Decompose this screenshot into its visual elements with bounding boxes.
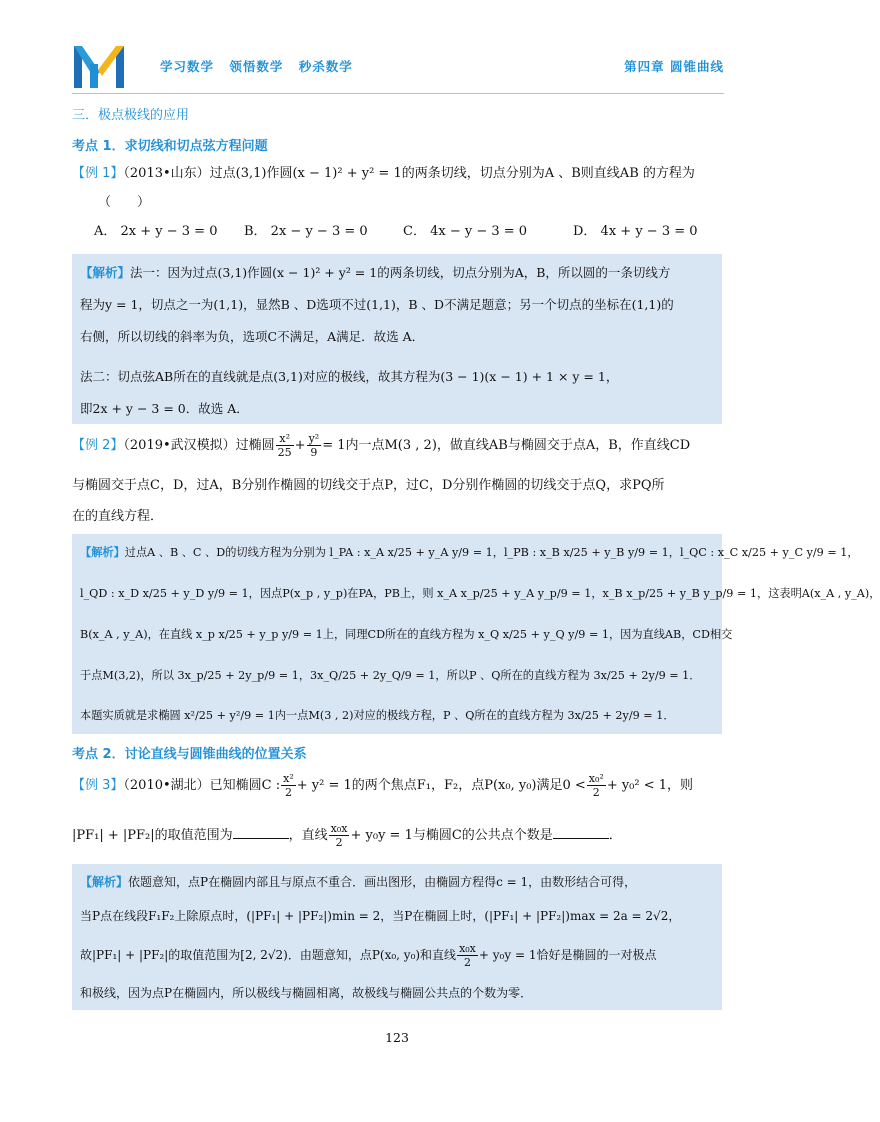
option-d: D． 4x + y − 3 = 0 — [573, 224, 698, 239]
denominator: 25 — [277, 446, 292, 459]
logo-icon — [72, 42, 126, 90]
example-2-tag: 【例 2】 — [72, 438, 124, 453]
solution-3-text-3b: + y₀y = 1恰好是椭圆的一对极点 — [478, 948, 657, 962]
denominator: 2 — [284, 786, 292, 799]
solution-1-line-3: 右侧，所以切线的斜率为负，选项C不满足，A满足．故选 A． — [80, 329, 425, 344]
solution-2-box — [72, 534, 880, 734]
solution-2-line-1 — [80, 544, 859, 560]
solution-1-box — [72, 254, 722, 424]
numerator: y² — [308, 432, 320, 445]
numerator: x₀² — [588, 772, 604, 785]
denominator: 2 — [335, 836, 343, 849]
solution-2-line-5: 本题实质就是求椭圆 x²/25 + y²/9 = 1内一点M(3 , 2)对应的极线方程，P 、Q所在的直线方程为 3x/25 + 2y/9 = 1． — [80, 709, 675, 722]
example-2-line-2: 与椭圆交于点C，D，过A，B分别作椭圆的切线交于点P，过C，D分别作椭圆的切线交于点Q，求PQ所 — [72, 478, 665, 493]
fraction — [457, 942, 478, 969]
example-2-line-3: 在的直线方程． — [72, 509, 164, 524]
example-3-line-2 — [72, 822, 622, 849]
solution-3-line-4: 和极线，因为点P在椭圆内，所以极线与椭圆相离，故极线与椭圆公共点的个数为零． — [80, 986, 533, 1000]
header-slogan: 学习数学 领悟数学 秒杀数学 — [160, 59, 353, 74]
solution-1-tag: 【解析】 — [80, 265, 131, 280]
numerator: x² — [276, 432, 294, 446]
solution-1-line-1 — [80, 263, 670, 281]
denominator: 2 — [592, 786, 600, 799]
example-2-text-b: = 1内一点M(3 , 2)，做直线AB与椭圆交于点A，B，作直线CD — [322, 438, 691, 453]
numerator: x² — [283, 772, 294, 785]
example-3-text-f: + y₀y = 1与椭圆C的公共点个数是 — [350, 828, 553, 843]
solution-3-box — [72, 864, 722, 1010]
page-number: 123 — [385, 1030, 409, 1045]
page-header — [72, 42, 724, 92]
point2-title: 考点 2．讨论直线与圆锥曲线的位置关系 — [72, 747, 307, 762]
example-2-text-a: （2019•武汉模拟）过椭圆 — [123, 438, 275, 453]
denominator: 2 — [463, 956, 471, 969]
solution-3-line-1 — [80, 873, 636, 890]
example-1-line-2: （ ） — [98, 195, 151, 210]
solution-2-line-4: 于点M(3,2)，所以 3x_p/25 + 2y_p/9 = 1，3x_Q/25 + 2y_Q/9 = 1，所以P 、Q所在的直线方程为 3x/25 + 2y/9 = 1． — [80, 669, 701, 682]
answer-blank-2[interactable] — [553, 826, 609, 839]
solution-2-line-3: B(x_A , y_A)，在直线 x_p x/25 + y_p y/9 = 1上，同理CD所在的直线方程为 x_Q x/25 + y_Q y/9 = 1，因为直线AB，CD相交 — [80, 628, 733, 641]
header-chapter: 第四章 圆锥曲线 — [624, 59, 724, 74]
solution-1-line-4: 法二：切点弦AB所在的直线就是点(3,1)对应的极线，故其方程为(3 − 1)(x − 1) + 1 × y = 1， — [80, 369, 619, 384]
point1-title: 考点 1．求切线和切点弦方程问题 — [72, 139, 268, 154]
numerator: x₀x — [330, 822, 348, 835]
example-3-text-a: （2010•湖北）已知椭圆C : — [123, 778, 281, 793]
answer-blank-1[interactable] — [233, 826, 289, 839]
example-3-text-g: ． — [608, 828, 622, 843]
numerator: x₀x — [459, 942, 476, 955]
example-3-text-b: + y² = 1的两个焦点F₁，F₂，点P(x₀, y₀)满足0 < — [296, 778, 586, 793]
example-1-line-1 — [72, 162, 695, 181]
solution-3-text-1: 依题意知，点P在椭圆内部且与原点不重合．画出图形，由椭圆方程得c = 1，由数形结合可得， — [128, 875, 637, 889]
solution-1-text-1: 法一：因为过点(3,1)作圆(x − 1)² + y² = 1的两条切线，切点分别为A，B，所以圆的一条切线方 — [130, 265, 671, 280]
option-c: C． 4x − y − 3 = 0 — [403, 224, 528, 239]
fraction — [329, 822, 350, 849]
fraction — [276, 432, 294, 459]
solution-2-tag: 【解析】 — [80, 546, 125, 559]
solution-2-text-1: 过点A 、B 、C 、D的切线方程为分别为 l_PA : x_A x/25 + y_A y/9 = 1，l_PB : x_B x/25 + y_B y/9 = 1，l_QC : x_C x/25 + y_C y/9 = 1， — [124, 546, 859, 559]
fraction — [307, 432, 322, 459]
solution-1-line-5: 即2x + y − 3 = 0．故选 A． — [80, 401, 249, 416]
example-3-text-e: ，直线 — [288, 828, 328, 843]
denominator: 9 — [310, 446, 318, 459]
solution-3-line-3 — [80, 942, 656, 969]
header-divider — [72, 93, 724, 94]
fraction — [587, 772, 606, 799]
fraction — [281, 772, 296, 799]
solution-1-line-2: 程为y = 1，切点之一为(1,1)，显然B 、D选项不过(1,1)，B 、D不满足题意；另一个切点的坐标在(1,1)的 — [80, 297, 674, 312]
solution-2-line-2: l_QD : x_D x/25 + y_D y/9 = 1，因点P(x_p , y_p)在PA，PB上，则 x_A x_p/25 + y_A y_p/9 = 1，x_B x_p/25 + y_B y_p/9 = 1，这表明A(x_A , y_A)， — [80, 587, 880, 600]
example-3-tag: 【例 3】 — [72, 778, 124, 793]
example-3-line-1 — [72, 772, 693, 799]
option-a: A． 2x + y − 3 = 0 — [94, 224, 218, 239]
section-title: 三．极点极线的应用 — [72, 108, 190, 123]
solution-3-tag: 【解析】 — [80, 875, 129, 889]
example-3-text-c: + y₀² < 1，则 — [606, 778, 694, 793]
option-b: B． 2x − y − 3 = 0 — [244, 224, 368, 239]
solution-3-line-2: 当P点在线段F₁F₂上除原点时，(|PF₁| + |PF₂|)min = 2，当P在椭圆上时，(|PF₁| + |PF₂|)max = 2a = 2√2， — [80, 909, 681, 923]
example-1-tag: 【例 1】 — [72, 166, 124, 181]
example-2-line-1: 【例 2】（2019•武汉模拟）过椭圆 $\frac{\text{x²}}{25}$ + $\frac{\text{y²}}{9}$ = 1内一点M(3 , 2)，做直线AB与椭圆交于点A，B，作直线CD — [72, 432, 691, 459]
example-3-text-d: |PF₁| + |PF₂|的取值范围为 — [72, 828, 233, 843]
solution-3-text-3a: 故|PF₁| + |PF₂|的取值范围为[2, 2√2)．由题意知，点P(x₀, y₀)和直线 — [80, 948, 457, 962]
example-1-text: （2013•山东）过点(3,1)作圆(x − 1)² + y² = 1的两条切线，切点分别为A 、B则直线AB 的方程为 — [123, 166, 695, 181]
